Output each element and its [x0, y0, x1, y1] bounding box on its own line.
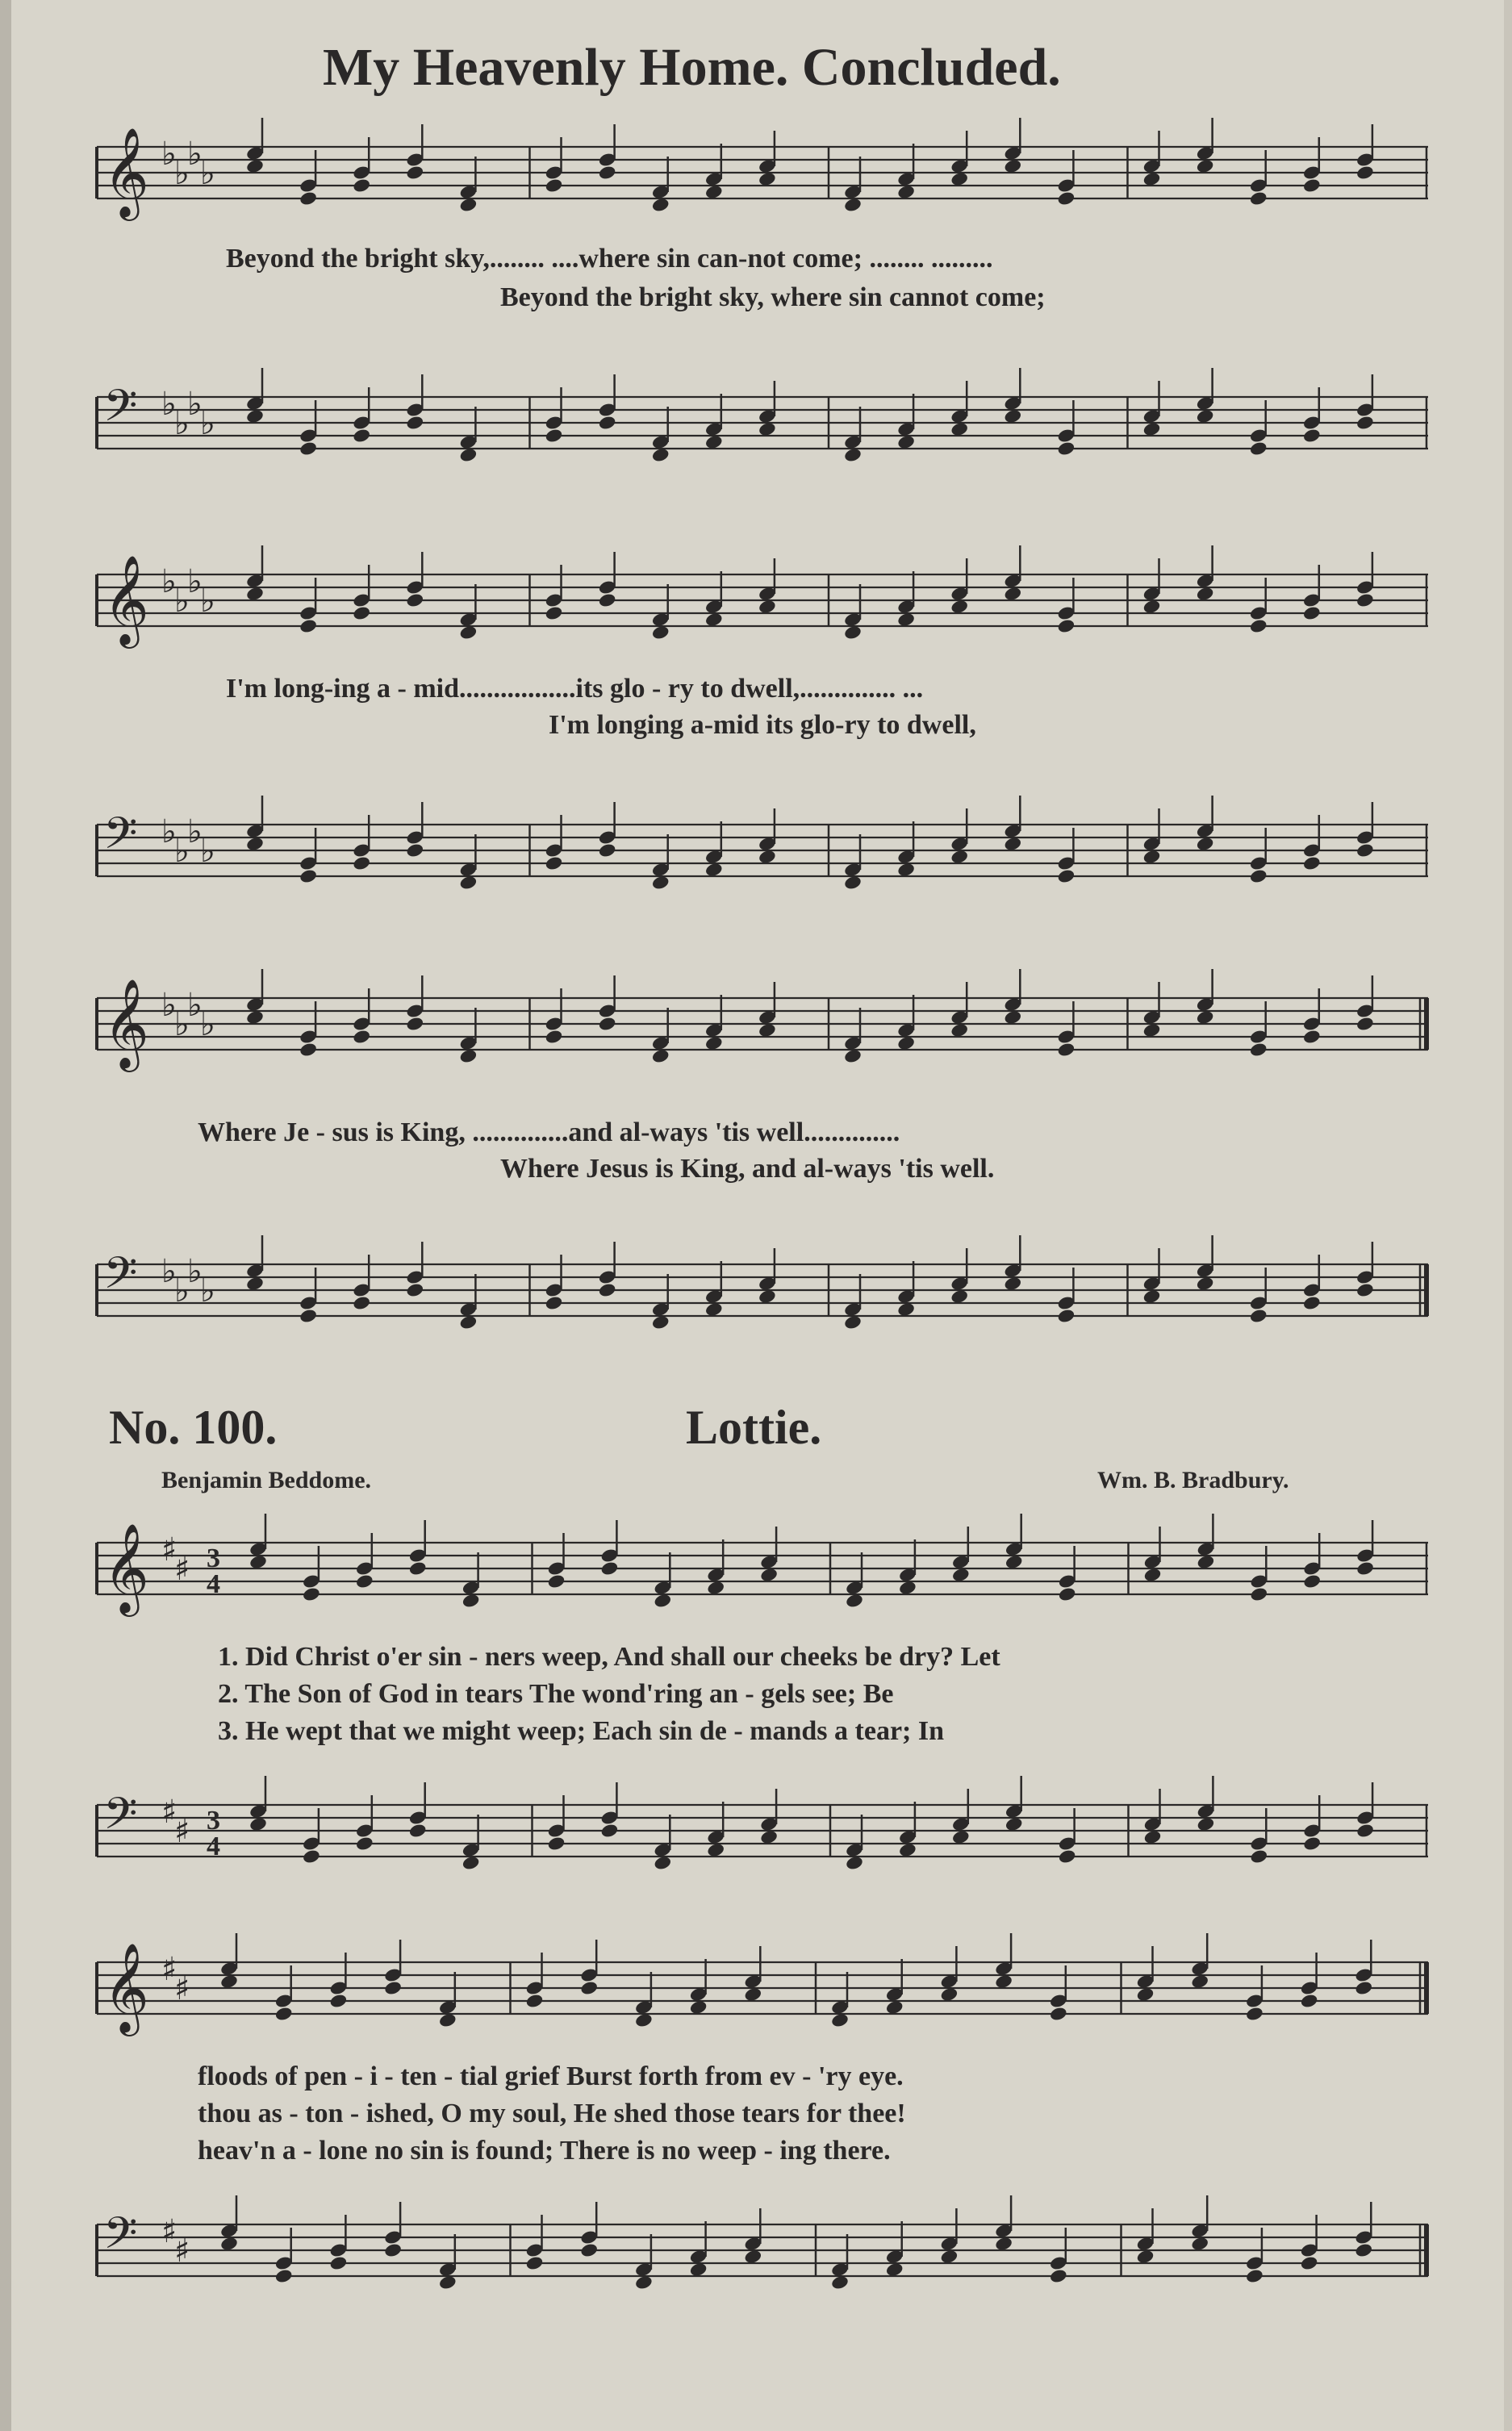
note-head: [1250, 1586, 1269, 1602]
note-head: [1249, 190, 1268, 207]
treble-staff-1: [97, 129, 1428, 218]
note-head: [406, 165, 425, 181]
bass-staff-1: [97, 379, 1428, 468]
lyric-line-bass-1: Beyond the bright sky, where sin cannot come;: [500, 282, 1046, 312]
bass-clef-icon: 𝄢: [103, 380, 138, 442]
bass-clef-icon: 𝄢: [103, 2208, 138, 2270]
verse-1-line-1: 1. Did Christ o'er sin - ners weep, And shall our cheeks be dry? Let: [218, 1642, 1000, 1672]
note-head: [1249, 868, 1268, 884]
flat-icon: ♭: [174, 405, 190, 442]
note-head: [1245, 2268, 1264, 2284]
hymn-title: Lottie.: [686, 1401, 822, 1454]
flat-icon: ♭: [200, 833, 215, 870]
lyric-line-bass-3: Where Jesus is King, and al-ways 'tis well.: [500, 1154, 995, 1184]
note-head: [1049, 2268, 1068, 2284]
words-credit: Benjamin Beddome.: [161, 1467, 372, 1493]
note-head: [545, 1295, 564, 1311]
note-head: [299, 868, 318, 884]
note-head: [299, 190, 318, 207]
verse-2-line-2: thou as - ton - ished, O my soul, He shed those tears for thee!: [198, 2099, 906, 2128]
note-head: [355, 1836, 374, 1852]
note-head: [355, 1573, 374, 1589]
note-head: [598, 842, 617, 858]
note-head: [525, 2255, 545, 2271]
note-head: [1249, 1308, 1268, 1324]
note-head: [406, 592, 425, 608]
note-head: [1355, 2242, 1374, 2258]
note-head: [274, 2268, 294, 2284]
note-head: [1302, 1836, 1322, 1852]
note-head: [545, 178, 564, 194]
bass-staff-5: [97, 2207, 1428, 2295]
flat-icon: ♭: [187, 136, 203, 173]
note-head: [299, 441, 318, 457]
flat-icon: ♭: [174, 1006, 190, 1043]
note-head: [329, 2255, 349, 2271]
time-signature: 4: [207, 1832, 220, 1861]
note-head: [1057, 1042, 1076, 1058]
note-head: [1355, 1823, 1375, 1839]
note-head: [598, 165, 617, 181]
note-head: [1250, 1848, 1269, 1865]
sharp-icon: ♯: [161, 1951, 178, 1988]
note-head: [547, 1573, 566, 1589]
treble-clef-icon: 𝄞: [103, 1942, 149, 2032]
flat-icon: ♭: [174, 155, 190, 192]
note-head: [1355, 842, 1375, 858]
flat-icon: ♭: [200, 405, 215, 442]
note-head: [1355, 1282, 1375, 1298]
note-head: [1058, 1586, 1077, 1602]
note-head: [352, 1029, 371, 1045]
note-head: [1302, 605, 1322, 621]
verse-1-line-2: floods of pen - i - ten - tial grief Burst forth from ev - 'ry eye.: [198, 2061, 904, 2091]
note-head: [302, 1848, 321, 1865]
flat-icon: ♭: [161, 813, 177, 850]
flat-icon: ♭: [174, 1272, 190, 1309]
flat-icon: ♭: [187, 813, 203, 850]
bass-clef-icon: 𝄢: [103, 1788, 138, 1850]
sharp-icon: ♯: [174, 1551, 190, 1588]
note-head: [1355, 592, 1375, 608]
hymn-number: No. 100.: [109, 1401, 278, 1454]
note-head: [1355, 1980, 1374, 1996]
flat-icon: ♭: [187, 386, 203, 423]
note-head: [1302, 855, 1322, 871]
page-title: My Heavenly Home. Concluded.: [323, 38, 1061, 97]
note-head: [408, 1560, 428, 1577]
note-head: [383, 2242, 403, 2258]
note-head: [1057, 441, 1076, 457]
treble-staff-3: [97, 980, 1428, 1069]
bass-staff-2: [97, 807, 1428, 896]
note-head: [1245, 2006, 1264, 2022]
note-head: [1249, 1042, 1268, 1058]
note-head: [1058, 1848, 1077, 1865]
note-head: [299, 1308, 318, 1324]
note-head: [1302, 1573, 1322, 1589]
time-signature: 3: [207, 1543, 220, 1573]
note-head: [352, 178, 371, 194]
note-head: [579, 2242, 599, 2258]
verse-3-line-1: 3. He wept that we might weep; Each sin de - mands a tear; In: [218, 1716, 945, 1746]
bass-staff-3: [97, 1247, 1428, 1335]
note-head: [274, 2006, 294, 2022]
note-head: [1302, 428, 1322, 444]
note-head: [1057, 868, 1076, 884]
bass-clef-icon: 𝄢: [103, 808, 138, 870]
note-head: [545, 855, 564, 871]
note-head: [1302, 178, 1322, 194]
note-head: [299, 1042, 318, 1058]
treble-staff-4: [97, 1525, 1428, 1614]
treble-staff-5: [97, 1944, 1428, 2033]
note-head: [525, 1993, 545, 2009]
flat-icon: ♭: [187, 563, 203, 600]
note-head: [406, 842, 425, 858]
note-head: [579, 1980, 599, 1996]
flat-icon: ♭: [161, 386, 177, 423]
page-gutter-shadow: [0, 0, 11, 2431]
flat-icon: ♭: [200, 155, 215, 192]
note-head: [1057, 190, 1076, 207]
flat-icon: ♭: [174, 833, 190, 870]
flat-icon: ♭: [200, 1272, 215, 1309]
flat-icon: ♭: [187, 987, 203, 1024]
note-head: [545, 605, 564, 621]
flat-icon: ♭: [200, 1006, 215, 1043]
note-head: [1355, 415, 1375, 431]
note-head: [1355, 1016, 1375, 1032]
flat-icon: ♭: [187, 1253, 203, 1290]
lyric-line-soprano-3: Where Je - sus is King, ..............and al-ways 'tis well..............: [198, 1117, 900, 1147]
treble-clef-icon: 𝄞: [103, 978, 149, 1068]
music-credit: Wm. B. Bradbury.: [1097, 1467, 1289, 1493]
sharp-icon: ♯: [174, 1970, 190, 2007]
note-head: [408, 1823, 428, 1839]
note-head: [1300, 1993, 1319, 2009]
bass-clef-icon: 𝄢: [103, 1247, 138, 1309]
note-head: [406, 415, 425, 431]
note-head: [1057, 1308, 1076, 1324]
note-head: [1249, 441, 1268, 457]
treble-clef-icon: 𝄞: [103, 554, 149, 645]
note-head: [406, 1282, 425, 1298]
sharp-icon: ♯: [174, 2233, 190, 2270]
note-head: [352, 605, 371, 621]
lyric-line-soprano-1: Beyond the bright sky,........ ....where sin can-not come; ........ .........: [226, 244, 993, 274]
note-head: [1355, 165, 1375, 181]
page-edge: [1504, 0, 1512, 2431]
lyric-line-soprano-2: I'm long-ing a - mid.................its glo - ry to dwell,.............. ...: [226, 674, 924, 704]
note-head: [352, 1295, 371, 1311]
verse-2-line-1: 2. The Son of God in tears The wond'ring an - gels see; Be: [218, 1679, 894, 1709]
treble-clef-icon: 𝄞: [103, 1523, 149, 1613]
note-head: [1049, 2006, 1068, 2022]
note-head: [383, 1980, 403, 1996]
bass-staff-4: [97, 1787, 1428, 1876]
note-head: [1302, 1295, 1322, 1311]
note-head: [598, 592, 617, 608]
sharp-icon: ♯: [161, 1794, 178, 1831]
note-head: [406, 1016, 425, 1032]
flat-icon: ♭: [174, 583, 190, 620]
verse-3-line-2: heav'n a - lone no sin is found; There is no weep - ing there.: [198, 2136, 891, 2166]
flat-icon: ♭: [161, 136, 177, 173]
note-head: [600, 1560, 620, 1577]
treble-staff-2: [97, 554, 1428, 645]
flat-icon: ♭: [161, 987, 177, 1024]
note-head: [1355, 1560, 1375, 1577]
note-head: [1057, 618, 1076, 634]
flat-icon: ♭: [200, 583, 215, 620]
note-head: [352, 855, 371, 871]
note-head: [299, 618, 318, 634]
note-head: [547, 1836, 566, 1852]
note-head: [600, 1823, 620, 1839]
sharp-icon: ♯: [174, 1813, 190, 1850]
time-signature: 4: [207, 1569, 220, 1599]
note-head: [545, 428, 564, 444]
sharp-icon: ♯: [161, 1531, 178, 1568]
flat-icon: ♭: [161, 1253, 177, 1290]
note-head: [329, 1993, 349, 2009]
note-head: [1249, 618, 1268, 634]
treble-clef-icon: 𝄞: [103, 127, 149, 217]
note-head: [352, 428, 371, 444]
time-signature: 3: [207, 1806, 220, 1836]
flat-icon: ♭: [161, 563, 177, 600]
sharp-icon: ♯: [161, 2213, 178, 2250]
note-head: [545, 1029, 564, 1045]
note-head: [598, 415, 617, 431]
note-head: [1300, 2255, 1319, 2271]
note-head: [598, 1282, 617, 1298]
note-head: [598, 1016, 617, 1032]
note-head: [1302, 1029, 1322, 1045]
lyric-line-bass-2: I'm longing a-mid its glo-ry to dwell,: [549, 710, 976, 740]
note-head: [302, 1586, 321, 1602]
